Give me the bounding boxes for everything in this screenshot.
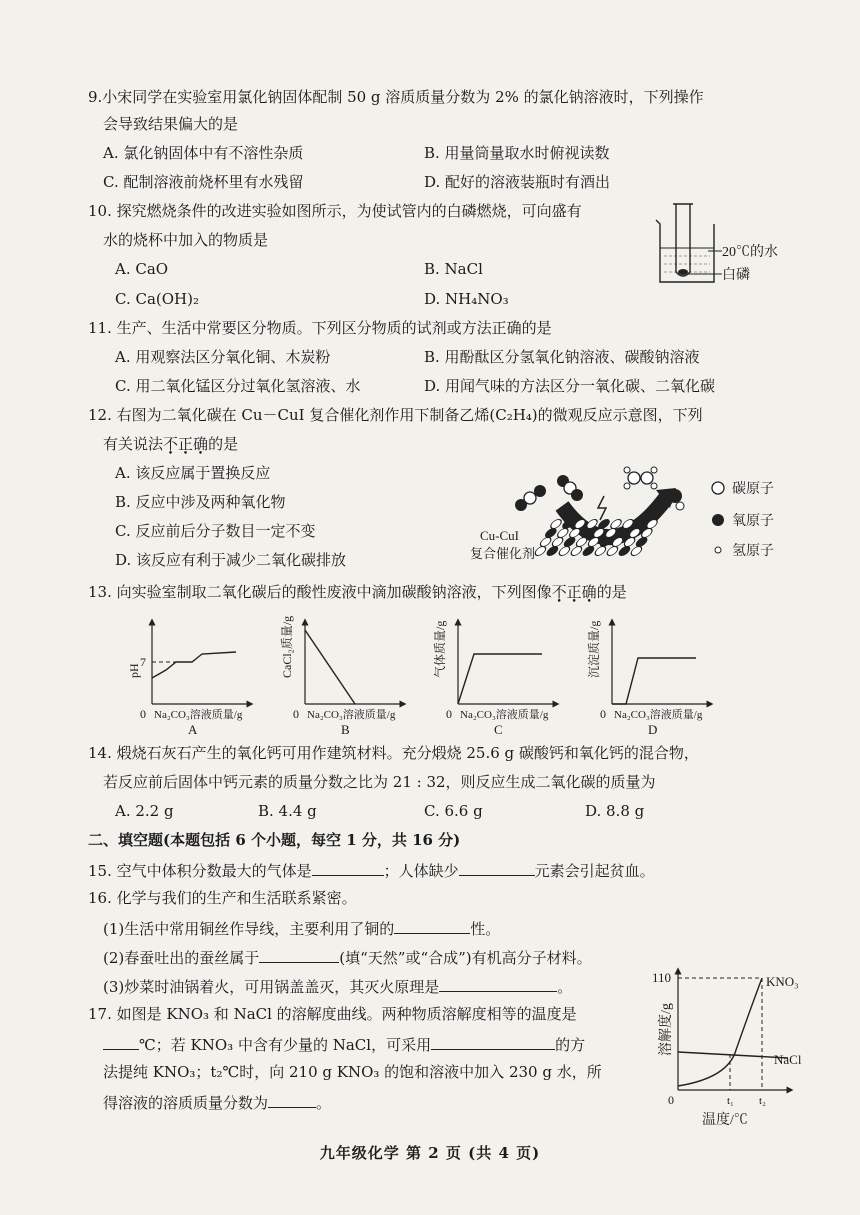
q13-chart-c xyxy=(432,621,556,737)
chart-letter: D xyxy=(648,722,658,737)
catalyst-atom xyxy=(551,538,565,547)
q9-stem-line1: 9.小宋同学在实验室用氯化钠固体配制 50 g 溶质质量分数为 2% 的氯化钠溶液时，下列操作 xyxy=(88,88,704,106)
chart-letter: C xyxy=(494,722,503,737)
catalyst-atom xyxy=(557,547,571,556)
q16-blank-1[interactable] xyxy=(394,917,470,934)
q12-reaction-diagram xyxy=(470,460,790,580)
y-axis-label: 气体质量/g xyxy=(433,620,447,678)
origin-label: 0 xyxy=(600,707,606,721)
q9-option-b: B. 用量筒量取水时俯视读数 xyxy=(424,144,610,162)
catalyst-atom xyxy=(635,538,649,547)
q16-sub2-post: (填“天然”或“合成”)有机高分子材料。 xyxy=(339,949,592,967)
catalyst-label-line2: 复合催化剂 xyxy=(470,546,536,561)
ethylene-molecule-icon xyxy=(624,467,657,489)
x-axis-label: Na₂CO₃溶液质量/g xyxy=(307,709,396,721)
catalyst-atom xyxy=(539,538,553,547)
origin-label: 0 xyxy=(446,707,452,721)
y-axis-label: 溶解度/g xyxy=(659,1003,674,1056)
q16-sub1-pre: (1)生活中常用铜丝作导线，主要利用了铜的 xyxy=(103,920,395,938)
origin-label: 0 xyxy=(293,707,299,721)
catalyst-atom xyxy=(545,547,559,556)
q12-stem-line1: 12. 右图为二氧化碳在 Cu－CuI 复合催化剂作用下制备乙烯(C₂H₄)的微观反应示意图，下列 xyxy=(88,406,703,424)
series-label-nacl: NaCl xyxy=(774,1052,802,1067)
q11-stem: 11. 生产、生活中常要区分物质。下列区分物质的试剂或方法正确的是 xyxy=(88,319,552,337)
q17-line4-post: 。 xyxy=(316,1094,332,1112)
q9-stem-line2: 会导致结果偏大的是 xyxy=(103,115,239,133)
q15-part2: ；人体缺少 xyxy=(383,862,459,880)
q14-option-a: A. 2.2 g xyxy=(115,802,174,820)
q17-line3: 法提纯 KNO₃；t₂℃时，向 210 g KNO₃ 的饱和溶液中加入 230 g 水，所 xyxy=(103,1063,602,1081)
q14-stem-line1: 14. 煅烧石灰石产生的氧化钙可用作建筑材料。充分煅烧 25.6 g 碳酸钙和氧化钙的混合物， xyxy=(88,744,699,762)
x-axis-label: Na₂CO₃溶液质量/g xyxy=(154,709,243,721)
q10-stem-line2: 水的烧杯中加入的物质是 xyxy=(103,231,269,249)
q13-emphasis: 不正确 xyxy=(551,583,597,601)
curve xyxy=(458,654,542,704)
catalyst-atom xyxy=(568,529,582,538)
catalyst-atom xyxy=(617,547,631,556)
q15-blank-1[interactable] xyxy=(312,859,384,876)
legend-hydrogen: 氢原子 xyxy=(732,544,774,559)
q17-line2-a: ℃；若 KNO₃ 中含有少量的 NaCl，可采用 xyxy=(139,1036,432,1054)
q15-line xyxy=(88,859,655,881)
q13-stem-pre: 13. 向实验室制取二氧化碳后的酸性废液中滴加碳酸钠溶液，下列图像 xyxy=(88,583,552,601)
y-axis-label: CaCl₂质量/g xyxy=(280,615,294,678)
catalyst-atom xyxy=(549,520,563,529)
catalyst-atom xyxy=(597,520,611,529)
page-footer: 九年级化学 第 2 页 (共 4 页) xyxy=(319,1144,541,1162)
q11-option-d: D. 用闻气味的方法区分一氧化碳、二氧化碳 xyxy=(424,377,716,395)
q10-option-c: C. Ca(OH)₂ xyxy=(115,290,199,308)
legend-carbon: 碳原子 xyxy=(732,482,774,497)
q14-option-b: B. 4.4 g xyxy=(258,802,317,820)
catalyst-grid-icon xyxy=(533,520,659,556)
catalyst-label-line1: Cu-CuI xyxy=(480,528,519,543)
q12-stem-line2 xyxy=(103,434,238,454)
q12-stem-post: 的是 xyxy=(208,435,239,453)
q16-sub1-post: 性。 xyxy=(470,920,501,938)
q13-chart-a xyxy=(127,622,250,737)
series-label-kno3: KNO₃ xyxy=(766,974,799,989)
origin-label: 0 xyxy=(668,1093,674,1107)
q13-chart-b xyxy=(279,616,403,737)
q16-sub3-pre: (3)炒菜时油锅着火，可用锅盖盖灭，其灭火原理是 xyxy=(103,978,440,996)
q10-water-label: 20℃的水 xyxy=(722,245,778,260)
q12-option-c: C. 反应前后分子数目一定不变 xyxy=(115,522,316,540)
q10-stem-line1: 10. 探究燃烧条件的改进实验如图所示，为使试管内的白磷燃烧，可向盛有 xyxy=(88,202,582,220)
q16-sub2-pre: (2)春蚕吐出的蚕丝属于 xyxy=(103,949,260,967)
q10-phosphorus-label: 白磷 xyxy=(722,268,750,283)
white-phosphorus-icon xyxy=(678,269,688,275)
q11-option-a: A. 用观察法区分氧化铜、木炭粉 xyxy=(115,348,331,366)
catalyst-atom xyxy=(556,529,570,538)
ph-tick-7: 7 xyxy=(140,655,146,669)
catalyst-atom xyxy=(593,547,607,556)
q10-option-a: A. CaO xyxy=(115,260,169,278)
y-axis-label: pH xyxy=(127,663,141,678)
q15-part1: 15. 空气中体积分数最大的气体是 xyxy=(88,862,312,880)
q10-option-d: D. NH₄NO₃ xyxy=(424,290,509,308)
y-tick-110: 110 xyxy=(652,970,672,985)
curve xyxy=(612,658,696,704)
q9-option-c: C. 配制溶液前烧杯里有水残留 xyxy=(103,173,304,191)
q17-blank-1[interactable] xyxy=(103,1033,139,1050)
section-2-heading: 二、填空题(本题包括 6 个小题，每空 1 分，共 16 分) xyxy=(88,831,461,849)
catalyst-atom xyxy=(569,547,583,556)
q15-part3: 元素会引起贫血。 xyxy=(534,862,655,880)
q15-blank-2[interactable] xyxy=(459,859,535,876)
kno3-curve xyxy=(678,978,762,1086)
q11-option-b: B. 用酚酞区分氢氧化钠溶液、碳酸钠溶液 xyxy=(424,348,700,366)
q12-option-b: B. 反应中涉及两种氧化物 xyxy=(115,493,286,511)
curve xyxy=(305,630,355,704)
q13-stem xyxy=(88,582,627,602)
q10-option-b: B. NaCl xyxy=(424,260,483,278)
q13-stem-post: 的是 xyxy=(596,583,627,601)
x-axis-label: Na₂CO₃溶液质量/g xyxy=(460,709,549,721)
q17-line1: 17. 如图是 KNO₃ 和 NaCl 的溶解度曲线。两种物质溶解度相等的温度是 xyxy=(88,1005,577,1023)
q16-sub2 xyxy=(103,946,592,968)
q16-sub3-post: 。 xyxy=(557,978,573,996)
catalyst-atom xyxy=(581,547,595,556)
catalyst-atom xyxy=(575,538,589,547)
oxygen-atom-icon xyxy=(712,514,724,526)
co2-molecule-icon xyxy=(515,475,583,511)
q12-option-d: D. 该反应有利于减少二氧化碳排放 xyxy=(115,551,347,569)
q16-sub1 xyxy=(103,917,500,939)
origin-label: 0 xyxy=(140,707,146,721)
x-tick-t1: t₁ xyxy=(727,1095,734,1107)
hydrogen-atom-icon xyxy=(715,547,721,553)
q14-option-d: D. 8.8 g xyxy=(585,802,645,820)
catalyst-atom xyxy=(533,547,547,556)
q17-line2 xyxy=(103,1033,585,1055)
q11-option-c: C. 用二氧化锰区分过氧化氢溶液、水 xyxy=(115,377,361,395)
y-axis-label: 沉淀质量/g xyxy=(587,620,601,678)
x-axis-label: 温度/℃ xyxy=(702,1113,748,1128)
q13-charts xyxy=(118,615,738,738)
q17-line2-b: 的方 xyxy=(555,1036,586,1054)
q16-blank-3[interactable] xyxy=(439,975,557,992)
x-tick-t2: t₂ xyxy=(759,1095,766,1107)
q13-chart-d xyxy=(586,621,710,737)
catalyst-atom xyxy=(563,538,577,547)
q14-option-c: C. 6.6 g xyxy=(424,802,483,820)
legend-oxygen: 氧原子 xyxy=(732,514,774,529)
q17-line4-pre: 得溶液的溶质质量分数为 xyxy=(103,1094,269,1112)
q10-beaker-figure xyxy=(650,198,780,290)
q16-stem: 16. 化学与我们的生产和生活联系紧密。 xyxy=(88,889,357,907)
water-molecule-icon xyxy=(668,489,684,510)
chart-letter: A xyxy=(188,722,198,737)
q9-option-d: D. 配好的溶液装瓶时有酒出 xyxy=(424,173,611,191)
q12-emphasis: 不正确 xyxy=(163,435,209,453)
q14-stem-line2: 若反应前后固体中钙元素的质量分数之比为 21 : 32，则反应生成二氧化碳的质量为 xyxy=(103,773,656,791)
solubility-chart xyxy=(650,965,800,1130)
q12-option-a: A. 该反应属于置换反应 xyxy=(115,464,271,482)
q17-blank-3[interactable] xyxy=(268,1091,316,1108)
catalyst-atom xyxy=(629,547,643,556)
curve xyxy=(152,652,236,678)
q16-sub3 xyxy=(103,975,572,997)
q16-blank-2[interactable] xyxy=(259,946,339,963)
q17-line4 xyxy=(103,1091,331,1113)
q12-stem-pre: 有关说法 xyxy=(103,435,164,453)
lightning-icon xyxy=(598,496,606,520)
carbon-atom-icon xyxy=(712,482,724,494)
q9-option-a: A. 氯化钠固体中有不溶性杂质 xyxy=(103,144,304,162)
catalyst-atom xyxy=(544,529,558,538)
chart-letter: B xyxy=(341,722,350,737)
catalyst-atom xyxy=(605,547,619,556)
q17-blank-2[interactable] xyxy=(431,1033,555,1050)
x-axis-label: Na₂CO₃溶液质量/g xyxy=(614,709,703,721)
